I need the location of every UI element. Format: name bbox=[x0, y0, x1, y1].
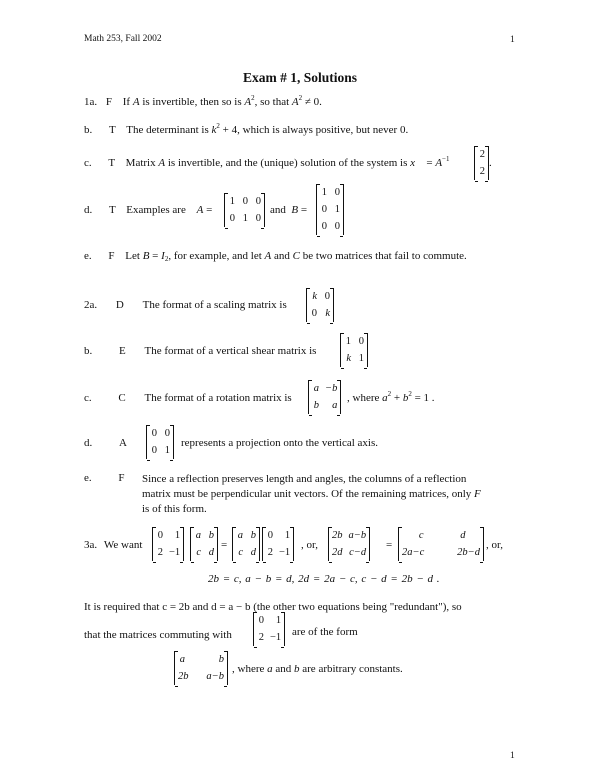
q3a-final-end: are arbitrary constants. bbox=[299, 663, 403, 675]
q2d-label: d. bbox=[84, 437, 93, 449]
q1a-label: 1a. bbox=[84, 96, 98, 108]
q2e-line2-var: F bbox=[474, 488, 481, 500]
q3a-final-text: , where a and b are arbitrary constants. bbox=[232, 663, 403, 675]
page-title: Exam # 1, Solutions bbox=[242, 70, 358, 85]
q2a-label: 2a. bbox=[84, 299, 98, 311]
q1e-line: e. F Let $B = I_2$, for example, and let A and C be two matrices that fail to commute. bbox=[84, 250, 467, 263]
q1c-line: c. T Matrix A is invertible, and the (unique) solution of the system is x⃗ = $A^{-1}$ bbox=[84, 155, 450, 169]
q1c-text-pre: Matrix bbox=[125, 157, 159, 169]
page-number-bottom: 1 bbox=[510, 751, 515, 761]
q2b-line bbox=[84, 345, 316, 357]
q1d-matrix-B: 1 0 0 1 0 0 bbox=[316, 184, 344, 235]
q2c-text: The format of a rotation matrix is bbox=[144, 392, 292, 404]
q2c-line bbox=[84, 392, 292, 404]
q1d-text-pre: Examples are bbox=[126, 204, 186, 216]
q2e-line1: Since a reflection preserves length and angles, the columns of a reflection bbox=[142, 473, 467, 485]
q3a-matrix-P2: c d 2a−c 2b−d bbox=[398, 527, 484, 561]
q2d-matrix: 0 0 0 1 bbox=[146, 425, 174, 459]
q3a-or1: , or, bbox=[301, 539, 318, 551]
q1d-and-text: and bbox=[270, 204, 286, 216]
q2a-answer: D bbox=[115, 299, 124, 311]
q3a-final-post: , where bbox=[232, 663, 268, 675]
q3a-final-matrix: a b 2b a−b bbox=[174, 651, 228, 685]
q1b-text-pre: The determinant is bbox=[126, 124, 212, 136]
q1d-and: and B = bbox=[270, 204, 308, 216]
q2c-end: , where $a^2 + b^2 = 1$ . bbox=[347, 390, 435, 404]
q3a-matrix-X2: a b c d bbox=[232, 527, 260, 561]
q2d-text: represents a projection onto the vertical axis. bbox=[181, 437, 379, 449]
q2e-answer: F bbox=[118, 472, 125, 484]
q2b-text: The format of a vertical shear matrix is bbox=[144, 345, 317, 357]
q2c-label: c. bbox=[84, 392, 92, 404]
q1a-text-pre: If bbox=[122, 96, 133, 108]
q2c-matrix: a −b b a bbox=[308, 380, 341, 414]
q1d-matrix-A: 1 0 0 0 1 0 bbox=[224, 193, 265, 227]
q1e-answer: F bbox=[108, 250, 115, 262]
q3a-final-and: and bbox=[272, 663, 295, 675]
q1c-label: c. bbox=[84, 157, 92, 169]
q2c-text-end: , where bbox=[347, 392, 383, 404]
q3a-or2: , or, bbox=[486, 539, 503, 551]
q1c-period: . bbox=[489, 157, 492, 169]
q1e-text-and: and bbox=[271, 250, 293, 262]
q1b-text-end: , which is always positive, but never 0. bbox=[237, 124, 409, 136]
q1a-text2: , so that bbox=[254, 96, 292, 108]
q3a-para2-post: are of the form bbox=[292, 626, 358, 638]
q3a-matrix-M3: 0 1 2 −1 bbox=[253, 612, 285, 646]
q2e-line2: matrix must be perpendicular unit vectors. Of the remaining matrices, only bbox=[142, 488, 475, 500]
q2b-matrix: 1 0 k 1 bbox=[340, 333, 368, 367]
q2e-label: e. bbox=[84, 472, 92, 484]
q2c-answer: C bbox=[118, 392, 126, 404]
q2a-line bbox=[84, 299, 287, 311]
q1e-text-pre: Let bbox=[125, 250, 143, 262]
q3a-label: 3a. bbox=[84, 539, 98, 551]
q1a-text-end: . bbox=[319, 96, 322, 108]
course-header: Math 253, Fall 2002 bbox=[84, 34, 162, 44]
q1c-text-mid: is invertible, and the (unique) solution of the system is bbox=[165, 157, 411, 169]
q3a-line bbox=[84, 539, 142, 551]
q2a-matrix: k 0 0 k bbox=[306, 288, 334, 322]
q2b-label: b. bbox=[84, 345, 93, 357]
q3a-eq2: = bbox=[386, 539, 393, 551]
q1a-answer: F bbox=[105, 96, 113, 108]
q1e-text-end: be two matrices that fail to commute. bbox=[300, 250, 467, 262]
q3a-para2-pre: that the matrices commuting with bbox=[84, 629, 232, 641]
q3a-para1: It is required that c = 2b and d = a − b (the other two equations being "redundant"), so bbox=[84, 601, 462, 613]
q2e-line3: is of this form. bbox=[142, 503, 207, 515]
q1a-line: 1a. F If A is invertible, then so is $A^2$, so that $A^2 \ne 0$. bbox=[84, 94, 322, 108]
page-number-top: 1 bbox=[510, 35, 515, 45]
q1e-text-mid: , for example, and let bbox=[168, 250, 265, 262]
q3a-matrix-M1: 0 1 2 −1 bbox=[152, 527, 184, 561]
q2a-text: The format of a scaling matrix is bbox=[142, 299, 287, 311]
q3a-intro: We want bbox=[103, 539, 143, 551]
q2e-paragraph bbox=[142, 472, 481, 517]
q1a-text: is invertible, then so is bbox=[139, 96, 245, 108]
q1d-label: d. bbox=[84, 204, 93, 216]
q1b-answer: T bbox=[109, 124, 116, 136]
q1b-line: b. T The determinant is $k^2 + 4$, which is always positive, but never 0. bbox=[84, 122, 409, 136]
q1c-answer: T bbox=[108, 157, 115, 169]
q3a-equations: 2b = c, a − b = d, 2d = 2a − c, c − d = 2b − d . bbox=[208, 573, 440, 585]
q2e-label-row bbox=[84, 472, 125, 484]
q3a-matrix-M2: 0 1 2 −1 bbox=[262, 527, 294, 561]
q1b-label: b. bbox=[84, 124, 93, 136]
q2b-answer: E bbox=[119, 345, 126, 357]
q3a-matrix-X1: a b c d bbox=[190, 527, 218, 561]
q1e-label: e. bbox=[84, 250, 92, 262]
q2d-answer: A bbox=[119, 437, 127, 449]
q3a-matrix-P1: 2b a−b 2d c−d bbox=[328, 527, 370, 561]
q1d-answer: T bbox=[109, 204, 116, 216]
q3a-eq1: = bbox=[221, 539, 228, 551]
q1c-vector: 2 2 bbox=[474, 146, 489, 180]
q1d-line: d. T Examples are A = bbox=[84, 204, 213, 216]
q2d-line bbox=[84, 437, 127, 449]
